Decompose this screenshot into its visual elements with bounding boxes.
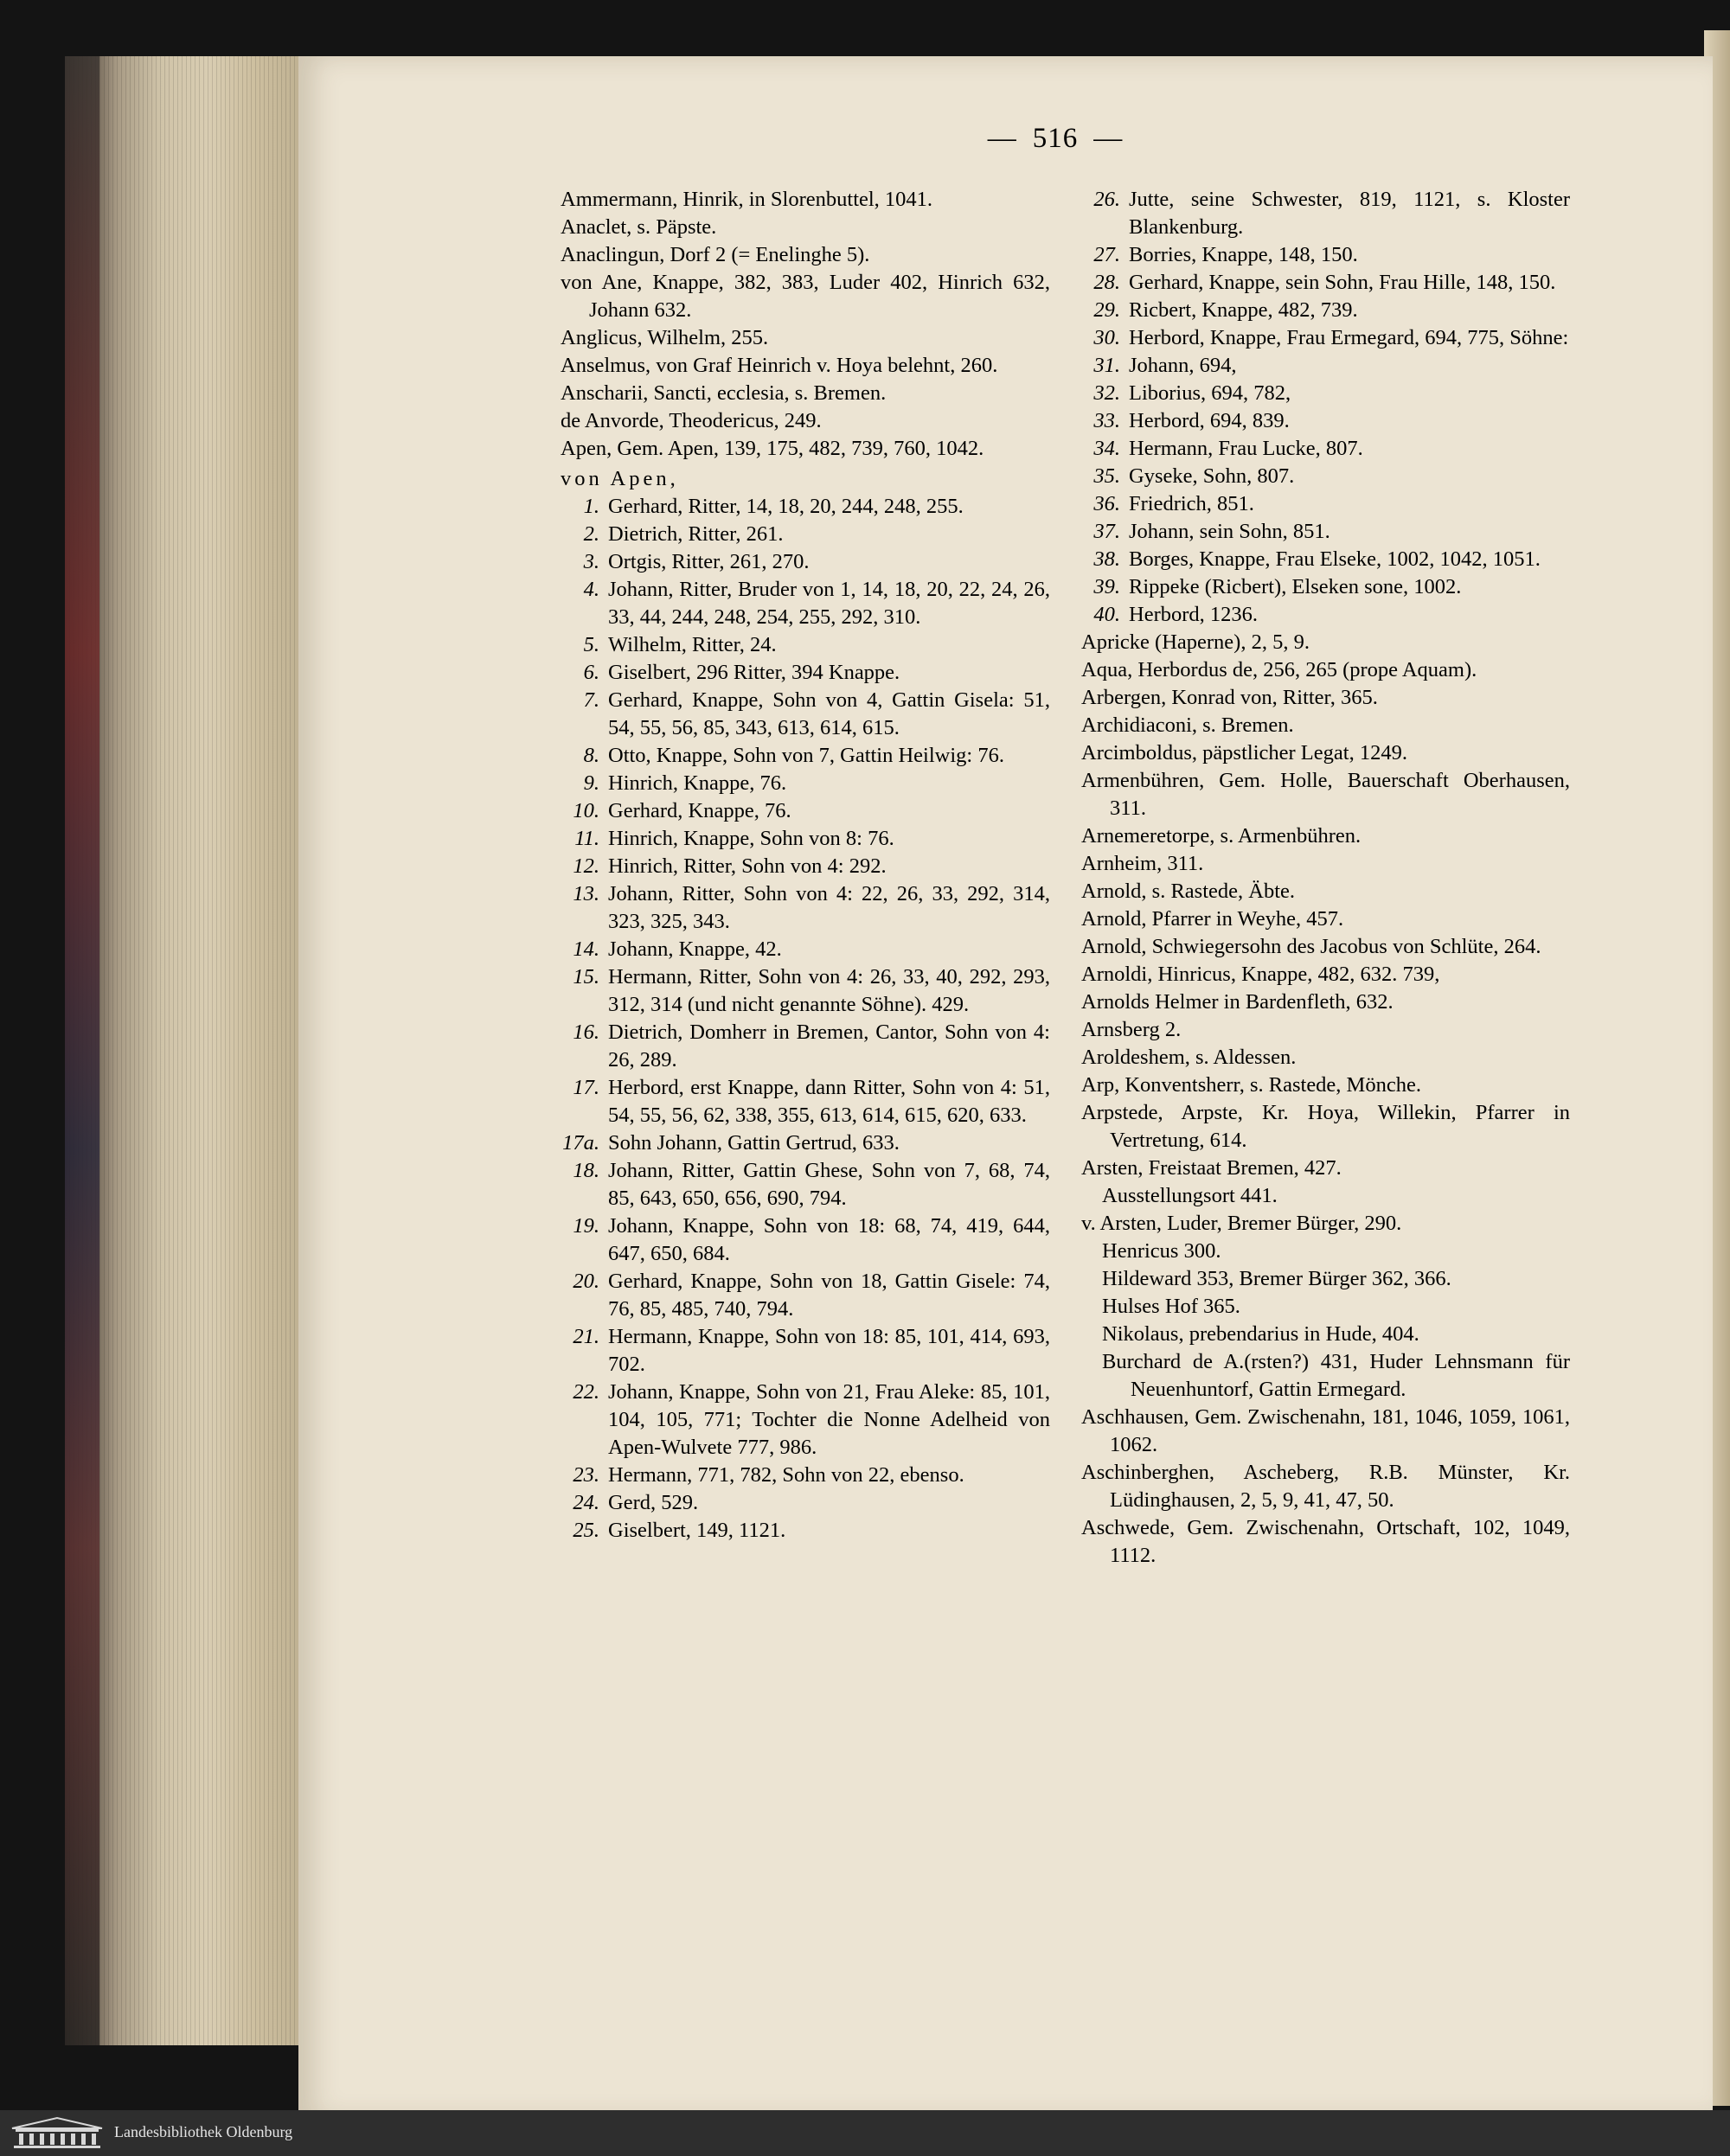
- index-subentry: [561, 1074, 1050, 1129]
- entry-number: 24.: [573, 1491, 599, 1514]
- index-entry: Anaclet, s. Päpste.: [561, 215, 717, 239]
- entry-text: Gerhard, Knappe, sein Sohn, Frau Hille, 148, 150.: [1129, 271, 1556, 294]
- entry-text: Johann, Ritter, Bruder von 1, 14, 18, 20, 22, 24, 26, 33, 44, 244, 248, 254, 255, 292, 310.: [608, 578, 1050, 629]
- index-subentry: [561, 936, 1050, 963]
- entry-number: 11.: [574, 827, 599, 850]
- entry-number: 8.: [583, 744, 599, 767]
- entry-number: 37.: [1093, 520, 1120, 543]
- index-entry: Henricus 300.: [1102, 1239, 1221, 1263]
- index-subentry: [1081, 518, 1570, 546]
- index-entry: Aschinberghen, Ascheberg, R.B. Münster, Kr. Lüdinghausen, 2, 5, 9, 41, 47, 50.: [1081, 1461, 1570, 1512]
- index-entry: Arnolds Helmer in Bardenfleth, 632.: [1081, 990, 1394, 1014]
- entry-text: Hinrich, Knappe, Sohn von 8: 76.: [608, 827, 894, 850]
- entry-number: 15.: [573, 965, 599, 988]
- entry-number: 29.: [1093, 298, 1120, 322]
- index-entry: Anselmus, von Graf Heinrich v. Hoya belehnt, 260.: [561, 354, 998, 377]
- index-entry: Burchard de A.(rsten?) 431, Huder Lehnsmann für Neuenhuntorf, Gattin Ermegard.: [1102, 1350, 1570, 1401]
- index-subentry: [561, 1268, 1050, 1323]
- entry-number: 23.: [573, 1463, 599, 1487]
- index-subentry: [561, 1019, 1050, 1074]
- entry-text: Hermann, Frau Lucke, 807.: [1129, 437, 1363, 460]
- entry-number: 5.: [583, 633, 599, 656]
- index-entry: Arbergen, Konrad von, Ritter, 365.: [1081, 686, 1378, 709]
- index-entry: von Ane, Knappe, 382, 383, Luder 402, Hinrich 632, Johann 632.: [561, 271, 1050, 322]
- entry-number: 25.: [573, 1519, 599, 1542]
- entry-number: 20.: [573, 1270, 599, 1293]
- entry-text: Wilhelm, Ritter, 24.: [608, 633, 777, 656]
- entry-text: Ricbert, Knappe, 482, 739.: [1129, 298, 1358, 322]
- index-subentry: [561, 1517, 1050, 1545]
- index-subentry: [561, 521, 1050, 548]
- entry-text: Johann, Knappe, 42.: [608, 937, 782, 961]
- entry-number: 38.: [1093, 547, 1120, 571]
- index-entry: Aschwede, Gem. Zwischenahn, Ortschaft, 102, 1049, 1112.: [1081, 1516, 1570, 1567]
- entry-number: 13.: [573, 882, 599, 905]
- index-entry: Arnoldi, Hinricus, Knappe, 482, 632. 739,: [1081, 963, 1440, 986]
- index-entry: Apricke (Haperne), 2, 5, 9.: [1081, 630, 1310, 654]
- index-subentry: [561, 1489, 1050, 1517]
- index-entry: Anaclingun, Dorf 2 (= Enelinghe 5).: [561, 243, 870, 266]
- entry-text: Herbord, Knappe, Frau Ermegard, 694, 775, Söhne:: [1129, 326, 1569, 349]
- index-subentry: [561, 631, 1050, 659]
- index-subentry: [1081, 297, 1570, 324]
- marbled-cover-edge: [65, 56, 99, 2045]
- index-entry: Arsten, Freistaat Bremen, 427.: [1081, 1156, 1342, 1180]
- entry-number: 7.: [583, 688, 599, 712]
- index-subentry: [561, 1379, 1050, 1462]
- index-entry: Arnsberg 2.: [1081, 1018, 1182, 1041]
- library-name: Landesbibliothek Oldenburg: [114, 2123, 293, 2140]
- entry-text: Hinrich, Knappe, 76.: [608, 771, 787, 795]
- index-entry: Aqua, Herbordus de, 256, 265 (prope Aquam).: [1081, 658, 1477, 681]
- entry-text: Hinrich, Ritter, Sohn von 4: 292.: [608, 854, 887, 878]
- entry-number: 30.: [1093, 326, 1120, 349]
- entry-text: Herbord, 694, 839.: [1129, 409, 1290, 432]
- index-subentry: [1081, 186, 1570, 241]
- library-building-icon: [9, 2116, 106, 2149]
- entry-text: Hermann, 771, 782, Sohn von 22, ebenso.: [608, 1463, 964, 1487]
- entry-number: 26.: [1093, 188, 1120, 211]
- entry-text: Dietrich, Ritter, 261.: [608, 522, 784, 546]
- index-subentry: [561, 742, 1050, 770]
- entry-text: Johann, 694,: [1129, 354, 1237, 377]
- index-subentry: [1081, 380, 1570, 407]
- entry-number: 22.: [573, 1380, 599, 1404]
- index-subentry: [1081, 241, 1570, 269]
- index-entry: Aroldeshem, s. Aldessen.: [1081, 1046, 1297, 1069]
- entry-text: Giselbert, 296 Ritter, 394 Knappe.: [608, 661, 900, 684]
- index-subentry: [1081, 463, 1570, 490]
- entry-number: 17a.: [562, 1131, 599, 1155]
- entry-number: 21.: [573, 1325, 599, 1348]
- index-subentry: [561, 576, 1050, 631]
- entry-number: 9.: [583, 771, 599, 795]
- entry-text: Gerd, 529.: [608, 1491, 699, 1514]
- entry-text: Johann, Knappe, Sohn von 18: 68, 74, 419, 644, 647, 650, 684.: [608, 1214, 1050, 1265]
- index-entry: Apen, Gem. Apen, 139, 175, 482, 739, 760, 1042.: [561, 437, 984, 460]
- entry-text: Friedrich, 851.: [1129, 492, 1254, 515]
- index-subentry: [561, 853, 1050, 880]
- index-entry: Ammermann, Hinrik, in Slorenbuttel, 1041.: [561, 188, 933, 211]
- book-page-edges: [65, 56, 303, 2045]
- entry-number: 19.: [573, 1214, 599, 1238]
- entry-number: 31.: [1093, 354, 1120, 377]
- entry-number: 4.: [583, 578, 599, 601]
- entry-number: 28.: [1093, 271, 1120, 294]
- index-heading: von Apen,: [561, 467, 679, 490]
- entry-number: 18.: [573, 1159, 599, 1182]
- entry-text: Johann, Ritter, Gattin Ghese, Sohn von 7, 68, 74, 85, 643, 650, 656, 690, 794.: [608, 1159, 1050, 1210]
- index-entry: Archidiaconi, s. Bremen.: [1081, 713, 1294, 737]
- entry-number: 32.: [1093, 381, 1120, 405]
- entry-text: Jutte, seine Schwester, 819, 1121, s. Kloster Blankenburg.: [1129, 188, 1570, 239]
- entry-text: Sohn Johann, Gattin Gertrud, 633.: [608, 1131, 900, 1155]
- entry-number: 35.: [1093, 464, 1120, 488]
- index-subentry: [1081, 490, 1570, 518]
- entry-number: 6.: [583, 661, 599, 684]
- index-subentry: [561, 493, 1050, 521]
- entry-number: 40.: [1093, 603, 1120, 626]
- index-subentry: [561, 1212, 1050, 1268]
- entry-number: 17.: [573, 1076, 599, 1099]
- index-entry: Nikolaus, prebendarius in Hude, 404.: [1102, 1322, 1419, 1346]
- index-subentry: [1081, 546, 1570, 573]
- entry-number: 39.: [1093, 575, 1120, 598]
- index-subentry: [561, 1129, 1050, 1157]
- index-entry: Anglicus, Wilhelm, 255.: [561, 326, 769, 349]
- entry-text: Gerhard, Knappe, Sohn von 18, Gattin Gisele: 74, 76, 85, 485, 740, 794.: [608, 1270, 1050, 1321]
- entry-number: 34.: [1093, 437, 1120, 460]
- entry-text: Herbord, erst Knappe, dann Ritter, Sohn von 4: 51, 54, 55, 56, 62, 338, 355, 613, 614, 615, 620, 633.: [608, 1076, 1050, 1127]
- entry-text: Otto, Knappe, Sohn von 7, Gattin Heilwig: 76.: [608, 744, 1004, 767]
- index-subentry: [561, 687, 1050, 742]
- index-subentry: [561, 797, 1050, 825]
- index-subentry: [561, 659, 1050, 687]
- entry-text: Giselbert, 149, 1121.: [608, 1519, 786, 1542]
- entry-text: Ortgis, Ritter, 261, 270.: [608, 550, 810, 573]
- index-subentry: [561, 1157, 1050, 1212]
- index-subentry: [1081, 324, 1570, 352]
- entry-text: Johann, Knappe, Sohn von 21, Frau Aleke: 85, 101, 104, 105, 771; Tochter die Nonne Adelheid von Apen-Wulvete 777, 986.: [608, 1380, 1050, 1459]
- entry-text: Rippeke (Ricbert), Elseken sone, 1002.: [1129, 575, 1462, 598]
- index-entry: Arnemeretorpe, s. Armenbühren.: [1081, 824, 1362, 848]
- index-entry: de Anvorde, Theodericus, 249.: [561, 409, 822, 432]
- index-entry: Arcimboldus, päpstlicher Legat, 1249.: [1081, 741, 1407, 765]
- entry-text: Gerhard, Ritter, 14, 18, 20, 244, 248, 255.: [608, 495, 964, 518]
- index-entry: Arnold, s. Rastede, Äbte.: [1081, 880, 1295, 903]
- entry-text: Dietrich, Domherr in Bremen, Cantor, Sohn von 4: 26, 289.: [608, 1020, 1050, 1072]
- entry-number: 27.: [1093, 243, 1120, 266]
- index-entry: Hulses Hof 365.: [1102, 1295, 1240, 1318]
- entry-number: 2.: [583, 522, 599, 546]
- index-entry: Anscharii, Sancti, ecclesia, s. Bremen.: [561, 381, 887, 405]
- index-subentry: [561, 548, 1050, 576]
- index-subentry: [561, 1323, 1050, 1379]
- index-column-right: [1081, 186, 1570, 1570]
- index-entry: Arnold, Pfarrer in Weyhe, 457.: [1081, 907, 1344, 931]
- index-entry: Aschhausen, Gem. Zwischenahn, 181, 1046, 1059, 1061, 1062.: [1081, 1405, 1570, 1456]
- entry-number: 33.: [1093, 409, 1120, 432]
- index-entry: Arpstede, Arpste, Kr. Hoya, Willekin, Pfarrer in Vertretung, 614.: [1081, 1101, 1570, 1152]
- entry-number: 36.: [1093, 492, 1120, 515]
- page-number: — 516 —: [987, 123, 1124, 154]
- entry-text: Borges, Knappe, Frau Elseke, 1002, 1042, 1051.: [1129, 547, 1541, 571]
- entry-text: Herbord, 1236.: [1129, 603, 1259, 626]
- entry-text: Gerhard, Knappe, 76.: [608, 799, 791, 822]
- entry-text: Johann, sein Sohn, 851.: [1129, 520, 1330, 543]
- index-entry: Arnold, Schwiegersohn des Jacobus von Schlüte, 264.: [1081, 935, 1541, 958]
- index-subentry: [1081, 407, 1570, 435]
- entry-number: 3.: [583, 550, 599, 573]
- index-subentry: [561, 880, 1050, 936]
- index-subentry: [1081, 269, 1570, 297]
- index-subentry: [1081, 573, 1570, 601]
- index-subentry: [561, 825, 1050, 853]
- entry-text: Borries, Knappe, 148, 150.: [1129, 243, 1358, 266]
- index-column-left: [561, 186, 1050, 1545]
- index-subentry: [1081, 352, 1570, 380]
- index-entry: Hildeward 353, Bremer Bürger 362, 366.: [1102, 1267, 1451, 1290]
- index-subentry: [561, 963, 1050, 1019]
- entry-text: Johann, Ritter, Sohn von 4: 22, 26, 33, 292, 314, 323, 325, 343.: [608, 882, 1050, 933]
- index-entry: Arnheim, 311.: [1081, 852, 1204, 875]
- index-subentry: [1081, 435, 1570, 463]
- index-entry: Arp, Konventsherr, s. Rastede, Mönche.: [1081, 1073, 1421, 1097]
- entry-text: Hermann, Ritter, Sohn von 4: 26, 33, 40, 292, 293, 312, 314 (und nicht genannte Söhne). 429.: [608, 965, 1050, 1016]
- entry-text: Gerhard, Knappe, Sohn von 4, Gattin Gisela: 51, 54, 55, 56, 85, 343, 613, 614, 615.: [608, 688, 1050, 739]
- index-subentry: [1081, 601, 1570, 629]
- entry-number: 14.: [573, 937, 599, 961]
- index-entry: Ausstellungsort 441.: [1102, 1184, 1278, 1207]
- entry-text: Liborius, 694, 782,: [1129, 381, 1291, 405]
- entry-number: 10.: [573, 799, 599, 822]
- entry-text: Hermann, Knappe, Sohn von 18: 85, 101, 414, 693, 702.: [608, 1325, 1050, 1376]
- entry-text: Gyseke, Sohn, 807.: [1129, 464, 1295, 488]
- entry-number: 12.: [573, 854, 599, 878]
- index-entry: v. Arsten, Luder, Bremer Bürger, 290.: [1081, 1212, 1402, 1235]
- index-entry: Armenbühren, Gem. Holle, Bauerschaft Oberhausen, 311.: [1081, 769, 1570, 820]
- entry-number: 1.: [583, 495, 599, 518]
- entry-number: 16.: [573, 1020, 599, 1044]
- index-subentry: [561, 1462, 1050, 1489]
- index-subentry: [561, 770, 1050, 797]
